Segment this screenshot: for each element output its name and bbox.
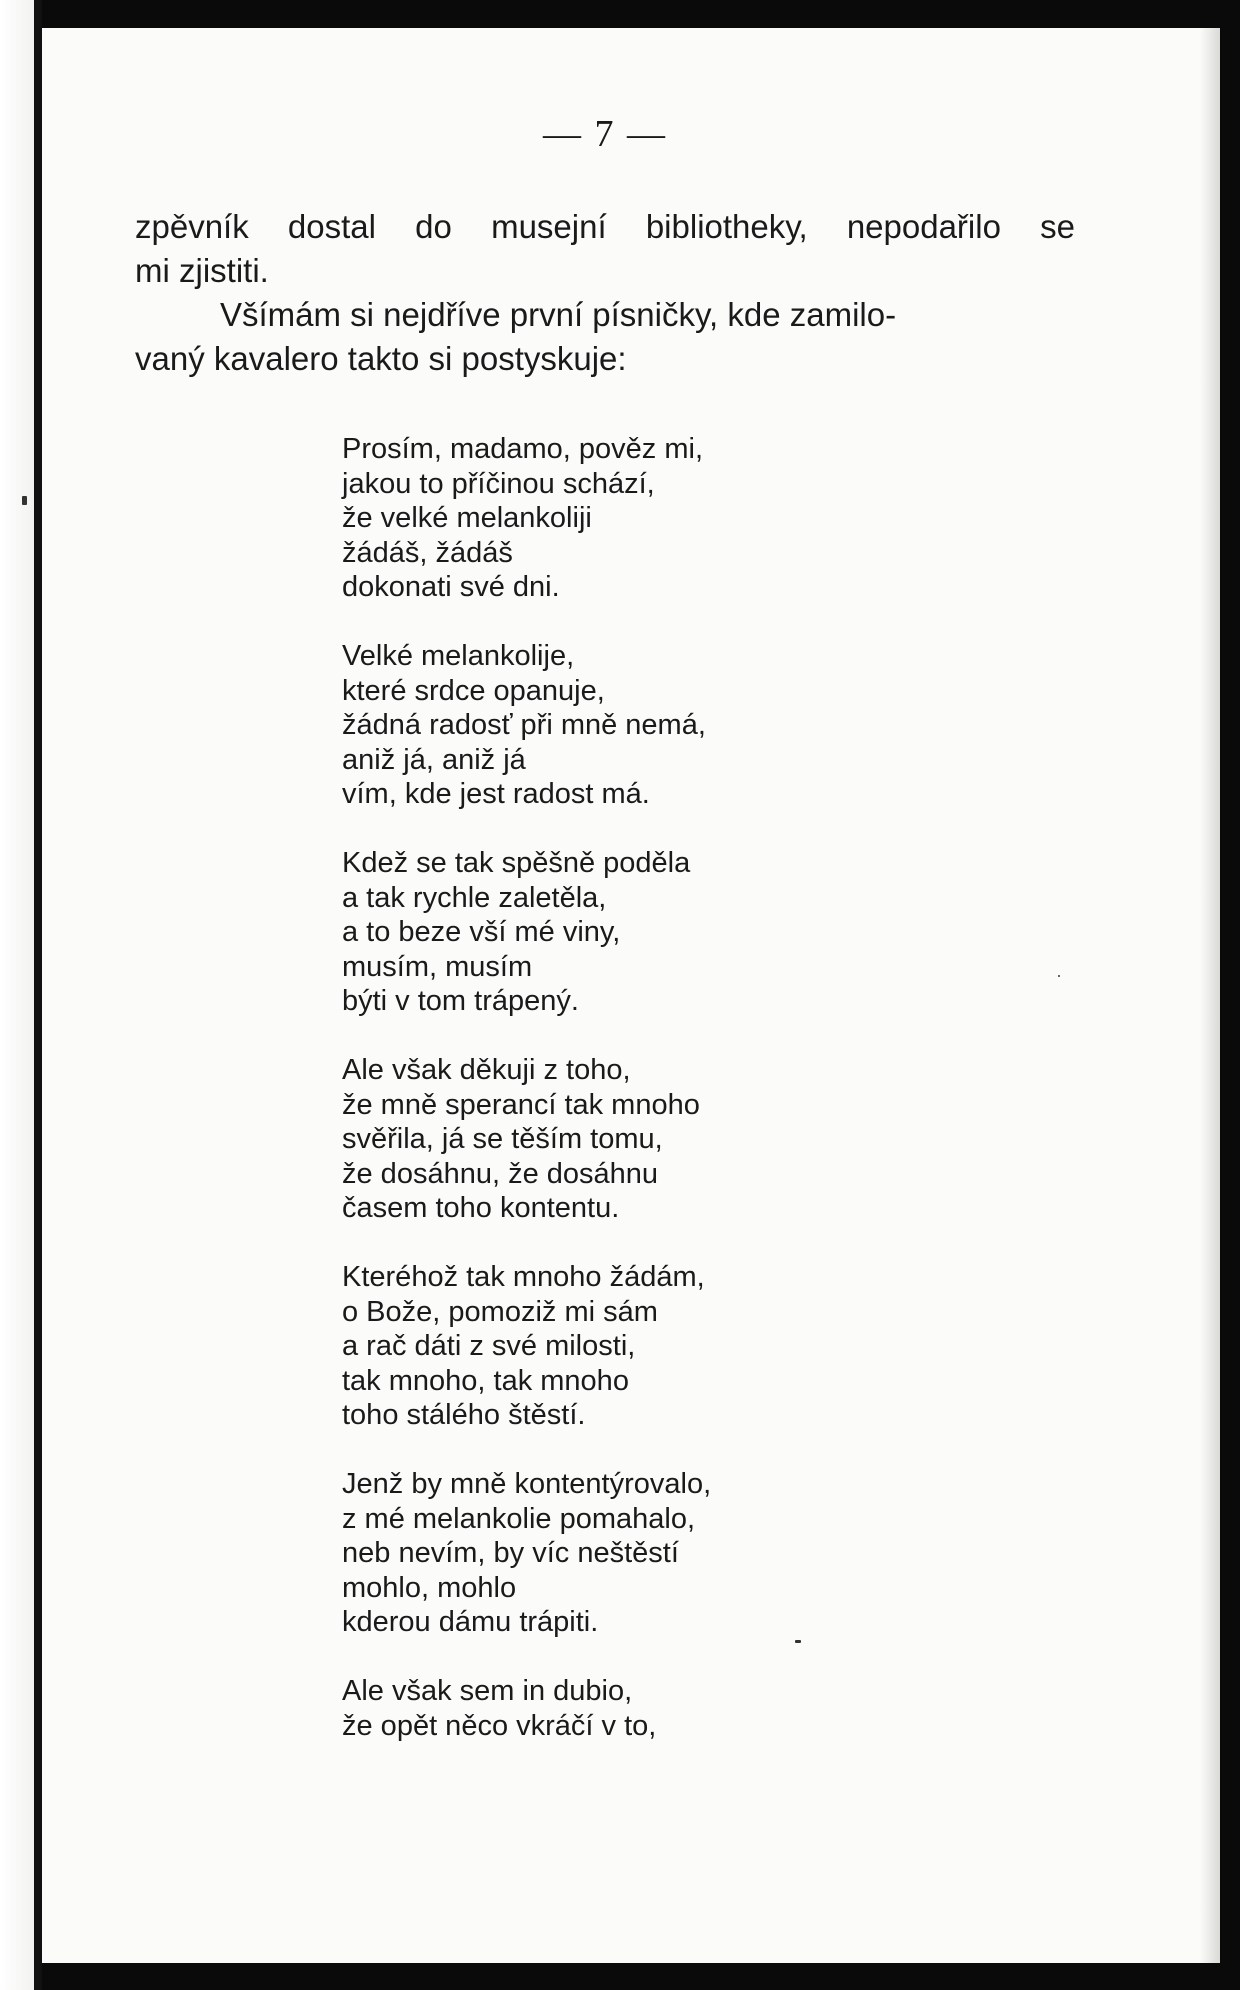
poem-line: a rač dáti z své milosti, bbox=[342, 1330, 636, 1362]
poem-stanza bbox=[342, 1467, 842, 1640]
scan-speck bbox=[22, 496, 27, 505]
poem-stanza bbox=[342, 639, 842, 812]
poem-line: býti v tom trápený. bbox=[342, 985, 579, 1017]
poem-stanza bbox=[342, 1260, 842, 1433]
scan-speck bbox=[1058, 975, 1060, 977]
prose-word: dostal bbox=[287, 208, 376, 245]
gutter-shadow-line bbox=[34, 0, 42, 1990]
prose-word: zpěvník bbox=[135, 208, 249, 245]
poem-line: že velké melankoliji bbox=[342, 502, 592, 534]
poem-line: svěřila, já se těším tomu, bbox=[342, 1123, 663, 1155]
prose-line bbox=[135, 205, 1075, 249]
poem-line: že dosáhnu, že dosáhnu bbox=[342, 1157, 659, 1190]
poem bbox=[342, 432, 842, 1778]
prose-word: bibliothekу, bbox=[645, 208, 808, 245]
prose-word: do bbox=[415, 208, 452, 245]
poem-line: a tak rychle zaletěla, bbox=[342, 881, 607, 914]
prose-line: Všímám si nejdříve první písničky, kde zamilo- bbox=[220, 296, 897, 333]
prose-line: vaný kavalero takto si postyskuje: bbox=[135, 340, 627, 377]
prose-word: nepodařilo bbox=[846, 208, 1001, 245]
poem-line: Prosím, madamo, pověz mi, bbox=[342, 433, 703, 465]
poem-line: a to beze vší mé viny, bbox=[342, 916, 621, 948]
poem-line: dokonati své dni. bbox=[342, 571, 560, 603]
poem-line: toho stálého štěstí. bbox=[342, 1399, 586, 1431]
poem-stanza bbox=[342, 1674, 842, 1743]
poem-line: z mé melankolie pomahalo, bbox=[342, 1502, 696, 1535]
poem-line: Velké melankolije, bbox=[342, 640, 575, 672]
poem-line: neb nevím, by víc neštěstí bbox=[342, 1537, 679, 1569]
poem-line: aniž já, aniž já bbox=[342, 743, 526, 776]
poem-line: vím, kde jest radost má. bbox=[342, 778, 650, 810]
poem-line: že opět něco vkráčí v to, bbox=[342, 1709, 657, 1742]
prose-word: se bbox=[1040, 208, 1075, 245]
page-number: — 7 — bbox=[543, 113, 667, 155]
poem-stanza bbox=[342, 1053, 842, 1226]
poem-line: Kdež se tak spěšně poděla bbox=[342, 847, 691, 879]
prose-paragraph bbox=[135, 205, 1075, 381]
poem-line: kderou dámu trápiti. bbox=[342, 1606, 599, 1638]
poem-line: Kteréhož tak mnoho žádám, bbox=[342, 1261, 705, 1293]
poem-line: Ale však děkuji z toho, bbox=[342, 1054, 631, 1086]
poem-line: žádná radosť při mně nemá, bbox=[342, 709, 706, 741]
poem-line: mohlo, mohlo bbox=[342, 1571, 517, 1604]
prose-word: musejní bbox=[491, 208, 607, 245]
poem-line: Jenž by mně kontentýrovalo, bbox=[342, 1468, 712, 1500]
poem-line: žádáš, žádáš bbox=[342, 536, 513, 569]
poem-line: které srdce opanuje, bbox=[342, 674, 605, 707]
poem-line: že mně sperancí tak mnoho bbox=[342, 1088, 700, 1121]
poem-line: o Bože, pomoziž mi sám bbox=[342, 1295, 658, 1328]
prose-line: mi zjistiti. bbox=[135, 252, 269, 289]
poem-line: Ale však sem in dubio, bbox=[342, 1675, 633, 1707]
poem-line: časem toho kontentu. bbox=[342, 1192, 620, 1224]
paper-right-edge bbox=[1200, 28, 1220, 1963]
poem-stanza bbox=[342, 432, 842, 605]
poem-line: musím, musím bbox=[342, 950, 533, 983]
poem-line: jakou to příčinou schází, bbox=[342, 467, 655, 500]
poem-stanza bbox=[342, 846, 842, 1019]
poem-line: tak mnoho, tak mnoho bbox=[342, 1364, 629, 1397]
